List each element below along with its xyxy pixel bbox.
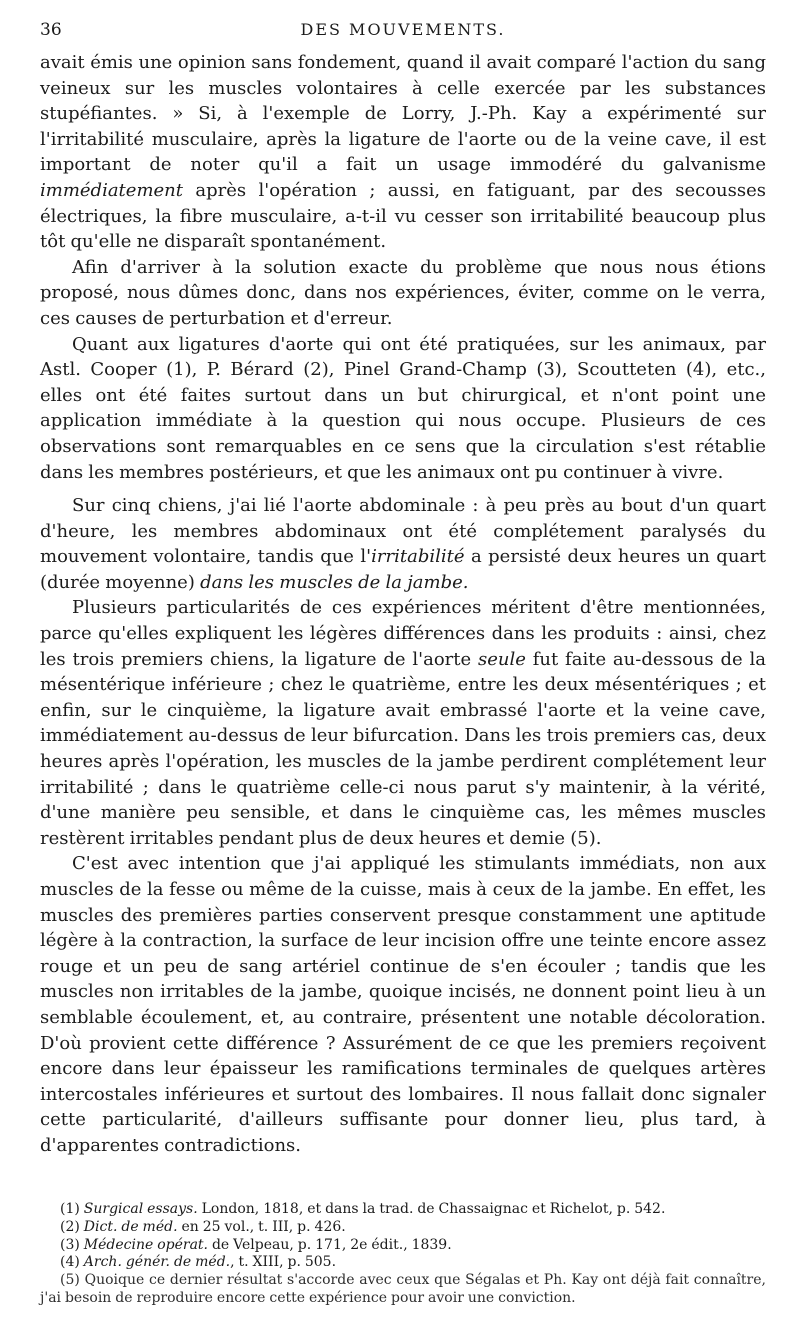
italic-text: dans les muscles de la jambe. [200,571,469,593]
text-run: (4) [60,1254,84,1271]
paragraph [40,851,766,1158]
italic-text: immédiatement [40,179,183,201]
italic-text: Médecine opérat. [83,1236,209,1253]
page-header [40,20,766,42]
text-run: (2) [60,1218,84,1235]
text-run: (1) [60,1201,84,1217]
text-run: après l'opération ; aussi, en fatiguant, par des secousses électriques, la fibre musculaire, a-t-il vu cesser son irritabilité beaucoup plus tôt qu'elle ne disparaît spontanément. [40,179,766,253]
text-run: (3) [60,1236,84,1253]
page-number: 36 [40,20,62,40]
text-run: en 25 vol., t. III, p. 426. [177,1218,346,1235]
text-run: C'est avec intention que j'ai appliqué les stimulants immédiats, non aux muscles de la fesse ou même de la cuisse, mais à ceux de la jambe. En effet, les muscles des premières parties conservent presque constamment une aptitude légère à la contraction, la surface de leur incision offre une teinte encore assez rouge et un peu de sang artériel continue de s'en écouler ; tandis que les muscles non irritables de la jambe, quoique incisés, ne donnent point lieu à un semblable écoulement, et, au contraire, présentent une notable décoloration. D'où provient cette différence ? Assurément de ce que les premiers reçoivent encore dans leur épaisseur les ramifications terminales de quelques artères intercostales inférieures et surtout des lombaires. Il nous fallait donc signaler cette particularité, d'ailleurs suffisante pour donner lieu, plus tard, à d'apparentes contradictions. [40,853,766,1156]
italic-text: Dict. de méd. [83,1218,178,1235]
text-run: Afin d'arriver à la solution exacte du problème que nous nous étions proposé, nous dûmes donc, dans nos expériences, éviter, comme on le verra, ces causes de perturbation et d'erreur. [40,256,766,329]
paragraph [40,50,766,255]
footnote [40,1237,766,1255]
italic-text: seule [478,648,526,670]
paragraph [40,595,766,851]
text-run: Plusieurs particularités de ces expériences méritent d'être mentionnées, parce qu'elles expliquent les légères différences dans les produits : ainsi, chez les trois premiers chiens, la ligature de l'aorte [40,597,766,670]
italic-text: irritabilité [371,546,465,568]
italic-text: Surgical essays. [83,1201,198,1217]
text-run: a persisté deux heures un quart (durée moyenne) [40,546,766,593]
paragraph [40,332,766,486]
paragraph [40,255,766,332]
book-page [40,0,766,1324]
text-run: Quant aux ligatures d'aorte qui ont été pratiquées, sur les animaux, par Astl. Cooper (1), P. Bérard (2), Pinel Grand-Champ (3), Scoutteten (4), etc., elles ont été faites surtout dans un but chirurgical, et n'ont point une application immédiate à la question qui nous occupe. Plusieurs de ces observations sont remarquables en ce sens que la circulation s'est rétablie dans les membres postérieurs, et que les animaux ont pu continuer à vivre. [40,333,766,483]
italic-text: Arch. génér. de méd. [83,1254,231,1271]
text-run: de Velpeau, p. 171, 2e édit., 1839. [208,1236,452,1253]
footnotes [40,1201,766,1308]
footnote [40,1254,766,1272]
body-text [40,50,766,1159]
paragraph [40,493,766,595]
text-run: avait émis une opinion sans fondement, quand il avait comparé l'action du sang veineux sur les muscles volontaires à celle exercée par les substances stupéfiantes. » Si, à l'exemple de Lorry, J.-Ph. Kay a expérimenté sur l'irritabilité musculaire, après la ligature de l'aorte ou de la veine cave, il est important de noter qu'il a fait un usage immodéré du galvanisme [40,52,766,176]
text-run: , t. XIII, p. 505. [230,1254,337,1271]
footnote [40,1219,766,1237]
text-run: fut faite au-dessous de la mésentérique inférieure ; chez le quatrième, entre les deux mésentériques ; et enfin, sur le cinquième, la ligature avait embrassé l'aorte et la veine cave, immédiatement au-dessus de leur bifurcation. Dans les trois premiers cas, deux heures après l'opération, les muscles de la jambe perdirent complétement leur irritabilité ; dans le quatrième celle-ci nous parut s'y maintenir, à la vérité, d'une manière peu sensible, et dans le cinquième cas, les mêmes muscles restèrent irritables pendant plus de deux heures et demie (5). [40,648,766,849]
footnote [40,1201,766,1219]
footnote [40,1272,766,1308]
running-head: DES MOUVEMENTS. [300,20,506,39]
text-run: (5) Quoique ce dernier résultat s'accorde avec ceux que Ségalas et Ph. Kay ont déjà fait connaître, j'ai besoin de reproduire encore cette expérience pour avoir une conviction. [40,1272,766,1306]
text-run: Sur cinq chiens, j'ai lié l'aorte abdominale : à peu près au bout d'un quart d'heure, les membres abdominaux ont été complétement paralysés du mouvement volontaire, tandis que l' [40,495,766,568]
text-run: London, 1818, et dans la trad. de Chassaignac et Richelot, p. 542. [197,1201,666,1217]
